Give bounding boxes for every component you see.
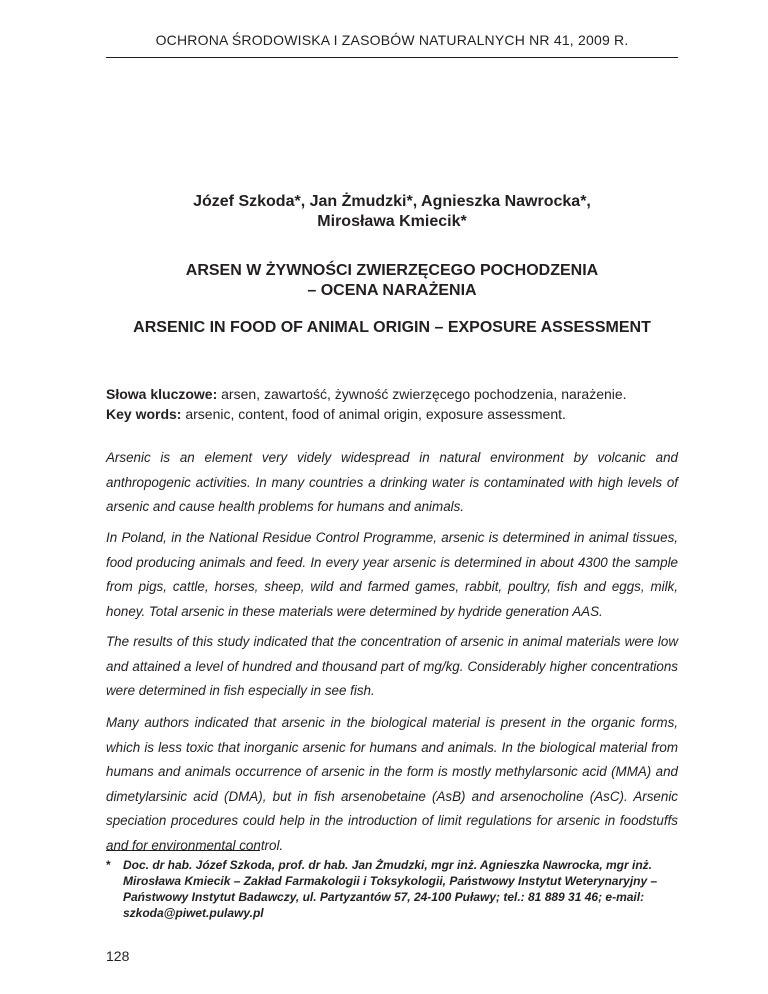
title-polish-line-2: – OCENA NARAŻENIA bbox=[307, 282, 477, 299]
authors bbox=[106, 192, 678, 232]
footnote-text: Doc. dr hab. Józef Szkoda, prof. dr hab. Jan Żmudzki, mgr inż. Agnieszka Nawrocka, mgr inż. Mirosława Kmiecik – Zakład Farmakologii i Toksykologii, Państwowy Instytut Weterynaryjny – Państwowy Instytut Badawczy, ul. Partyzantów 57, 24-100 Puławy; tel.: 81 889 31 46; e-mail: szkoda@piwet.pulawy.pl bbox=[123, 858, 658, 920]
abstract-paragraph-1: Arsenic is an element very videly widespread in natural environment by volcanic and anthropogenic activities. In many countries a drinking water is contaminated with high levels of arsenic and cause health problems for humans and animals. bbox=[106, 450, 678, 514]
keywords-polish bbox=[106, 384, 678, 404]
authors-line-1: Józef Szkoda*, Jan Żmudzki*, Agnieszka Nawrocka*, bbox=[193, 193, 591, 210]
header-rule bbox=[106, 57, 678, 58]
footnote-marker: * bbox=[106, 858, 111, 872]
abstract-paragraph-4: Many authors indicated that arsenic in the biological material is present in the organic forms, which is less toxic that inorganic arsenic for humans and animals. In the biological material from humans and animals occurrence of arsenic in the form is mostly methylarsonic acid (MMA) and dimetylarsinic acid (DMA), but in fish arsenobetaine (AsB) and arsenocholine (AsC). Arsenic speciation procedures could help in the introduction of limit regulations for arsenic in foodstuffs and for environmental control. bbox=[106, 715, 678, 853]
title-polish-line-1: ARSEN W ŻYWNOŚCI ZWIERZĘCEGO POCHODZENIA bbox=[185, 262, 599, 279]
footnote-rule bbox=[106, 850, 260, 851]
title-polish bbox=[106, 261, 678, 301]
abstract-paragraph-2: In Poland, in the National Residue Control Programme, arsenic is determined in animal tissues, food producing animals and feed. In every year arsenic is determined in about 4300 the sample from pigs, cattle, horses, sheep, wild and farmed games, rabbit, poultry, fish and eggs, milk, honey. Total arsenic in these materials were determined by hydride generation AAS. bbox=[106, 530, 678, 619]
keywords-english-text: arsenic, content, food of animal origin, exposure assessment. bbox=[181, 406, 566, 422]
title-english: ARSENIC IN FOOD OF ANIMAL ORIGIN – EXPOSURE ASSESSMENT bbox=[133, 319, 651, 336]
keywords-polish-label: Słowa kluczowe: bbox=[106, 386, 218, 402]
keywords-polish-text: arsen, zawartość, żywność zwierzęcego pochodzenia, narażenie. bbox=[217, 386, 627, 402]
abstract-paragraph-3: The results of this study indicated that the concentration of arsenic in animal materials were low and attained a level of hundred and thousand part of mg/kg. Considerably higher concentrations were determined in fish especially in see fish. bbox=[106, 634, 678, 698]
keywords bbox=[106, 384, 678, 424]
page-number: 128 bbox=[106, 948, 130, 964]
keywords-english-label: Key words: bbox=[106, 406, 182, 422]
author-footnote bbox=[106, 857, 678, 921]
running-head: OCHRONA ŚRODOWISKA I ZASOBÓW NATURALNYCH NR 41, 2009 R. bbox=[155, 32, 629, 48]
authors-line-2: Mirosława Kmiecik* bbox=[317, 213, 467, 230]
keywords-english bbox=[106, 404, 678, 424]
